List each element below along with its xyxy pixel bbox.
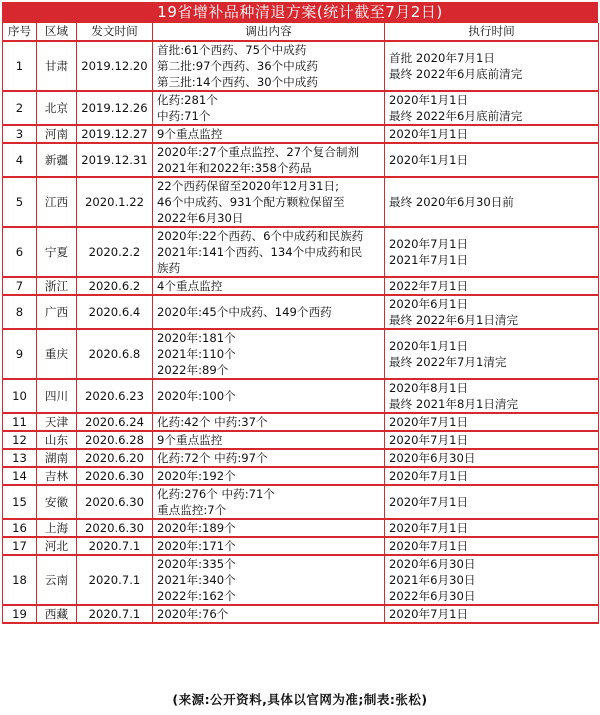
row-content bbox=[153, 379, 385, 413]
table-row bbox=[3, 537, 599, 555]
content-line: 中药:71个 bbox=[157, 109, 211, 123]
header-seq: 序号 bbox=[3, 23, 37, 41]
table-row bbox=[3, 143, 599, 177]
exec-line: 2020年1月1日 bbox=[389, 153, 469, 167]
row-exec bbox=[385, 519, 599, 537]
header-content: 调出内容 bbox=[153, 23, 385, 41]
row-date: 2020.2.2 bbox=[77, 227, 153, 277]
exec-line: 2020年7月1日 bbox=[389, 521, 469, 535]
row-area: 河南 bbox=[37, 125, 77, 143]
row-seq: 7 bbox=[3, 277, 37, 295]
row-seq: 15 bbox=[3, 485, 37, 519]
row-content bbox=[153, 227, 385, 277]
row-date: 2020.7.1 bbox=[77, 537, 153, 555]
header-exec: 执行时间 bbox=[385, 23, 599, 41]
content-line: 2020年:27个重点监控、27个复合制剂 bbox=[157, 145, 360, 159]
content-line: 2020年:171个 bbox=[157, 539, 236, 553]
exec-line: 2020年7月1日 bbox=[389, 539, 469, 553]
content-line: 重点监控:7个 bbox=[157, 503, 227, 517]
exec-line: 最终 2022年6月底前清完 bbox=[389, 67, 523, 81]
content-line: 2020年:22个西药、6个中成药和民族药 bbox=[157, 229, 364, 243]
content-line: 2020年:192个 bbox=[157, 469, 236, 483]
exec-line: 2021年6月30日 bbox=[389, 573, 476, 587]
row-content bbox=[153, 555, 385, 605]
row-area: 天津 bbox=[37, 413, 77, 431]
row-content bbox=[153, 143, 385, 177]
row-date: 2020.7.1 bbox=[77, 605, 153, 623]
table-row bbox=[3, 277, 599, 295]
exec-line: 2020年7月1日 bbox=[389, 433, 469, 447]
row-seq: 10 bbox=[3, 379, 37, 413]
row-area: 北京 bbox=[37, 91, 77, 125]
row-date: 2020.1.22 bbox=[77, 177, 153, 227]
row-date: 2020.6.2 bbox=[77, 277, 153, 295]
table-row bbox=[3, 555, 599, 605]
row-area: 山东 bbox=[37, 431, 77, 449]
row-exec bbox=[385, 143, 599, 177]
row-seq: 17 bbox=[3, 537, 37, 555]
row-area: 甘肃 bbox=[37, 41, 77, 91]
content-line: 2021年:110个 bbox=[157, 347, 236, 361]
row-exec bbox=[385, 467, 599, 485]
table-row bbox=[3, 431, 599, 449]
data-table bbox=[2, 23, 599, 624]
content-line: 9个重点监控 bbox=[157, 433, 223, 447]
row-seq: 3 bbox=[3, 125, 37, 143]
row-area: 吉林 bbox=[37, 467, 77, 485]
row-exec bbox=[385, 413, 599, 431]
table-row bbox=[3, 295, 599, 329]
row-date: 2020.6.8 bbox=[77, 329, 153, 379]
content-line: 22个西药保留至2020年12月31日; bbox=[157, 179, 340, 193]
exec-line: 2020年6月30日 bbox=[389, 451, 476, 465]
exec-line: 2020年8月1日 bbox=[389, 381, 469, 395]
row-seq: 14 bbox=[3, 467, 37, 485]
row-date: 2020.6.4 bbox=[77, 295, 153, 329]
row-seq: 11 bbox=[3, 413, 37, 431]
row-date: 2020.6.30 bbox=[77, 519, 153, 537]
row-area: 河北 bbox=[37, 537, 77, 555]
row-content bbox=[153, 467, 385, 485]
row-area: 四川 bbox=[37, 379, 77, 413]
row-date: 2020.6.30 bbox=[77, 485, 153, 519]
row-exec bbox=[385, 177, 599, 227]
row-exec bbox=[385, 125, 599, 143]
content-line: 2020年:100个 bbox=[157, 389, 236, 403]
row-exec bbox=[385, 227, 599, 277]
row-date: 2019.12.27 bbox=[77, 125, 153, 143]
row-exec bbox=[385, 431, 599, 449]
exec-line: 2020年1月1日 bbox=[389, 127, 469, 141]
table-row bbox=[3, 519, 599, 537]
row-seq: 6 bbox=[3, 227, 37, 277]
row-exec bbox=[385, 295, 599, 329]
row-seq: 5 bbox=[3, 177, 37, 227]
row-date: 2020.6.24 bbox=[77, 413, 153, 431]
row-exec bbox=[385, 449, 599, 467]
content-line: 2022年:89个 bbox=[157, 363, 229, 377]
row-exec bbox=[385, 277, 599, 295]
row-date: 2020.7.1 bbox=[77, 555, 153, 605]
table-row bbox=[3, 125, 599, 143]
row-exec bbox=[385, 41, 599, 91]
header-row bbox=[3, 23, 599, 41]
table-row bbox=[3, 605, 599, 623]
row-area: 宁夏 bbox=[37, 227, 77, 277]
row-seq: 1 bbox=[3, 41, 37, 91]
row-area: 新疆 bbox=[37, 143, 77, 177]
content-line: 9个重点监控 bbox=[157, 127, 223, 141]
content-line: 2021年:340个 bbox=[157, 573, 236, 587]
row-seq: 18 bbox=[3, 555, 37, 605]
exec-line: 2020年7月1日 bbox=[389, 469, 469, 483]
row-exec bbox=[385, 537, 599, 555]
row-seq: 12 bbox=[3, 431, 37, 449]
row-exec bbox=[385, 91, 599, 125]
row-seq: 2 bbox=[3, 91, 37, 125]
content-line: 2021年和2022年:358个药品 bbox=[157, 161, 312, 175]
content-line: 2020年:76个 bbox=[157, 607, 229, 621]
table-row bbox=[3, 41, 599, 91]
row-content bbox=[153, 537, 385, 555]
row-content bbox=[153, 329, 385, 379]
content-line: 第二批:97个西药、36个中成药 bbox=[157, 59, 318, 73]
table-row bbox=[3, 413, 599, 431]
exec-line: 最终 2022年6月底前清完 bbox=[389, 109, 523, 123]
row-seq: 16 bbox=[3, 519, 37, 537]
table-row bbox=[3, 379, 599, 413]
table-row bbox=[3, 177, 599, 227]
row-area: 湖南 bbox=[37, 449, 77, 467]
row-area: 上海 bbox=[37, 519, 77, 537]
row-content bbox=[153, 41, 385, 91]
row-content bbox=[153, 485, 385, 519]
row-area: 浙江 bbox=[37, 277, 77, 295]
row-content bbox=[153, 519, 385, 537]
row-area: 江西 bbox=[37, 177, 77, 227]
exec-line: 最终 2020年6月30日前 bbox=[389, 195, 514, 209]
row-date: 2020.6.28 bbox=[77, 431, 153, 449]
row-content bbox=[153, 605, 385, 623]
content-line: 2021年:141个西药、134个中成药和民 bbox=[157, 245, 363, 259]
exec-line: 2022年7月1日 bbox=[389, 279, 469, 293]
exec-line: 2020年7月1日 bbox=[389, 237, 469, 251]
table-row bbox=[3, 449, 599, 467]
exec-line: 2020年1月1日 bbox=[389, 93, 469, 107]
table-title: 19省增补品种清退方案(统计截至7月2日) bbox=[2, 2, 598, 23]
row-exec bbox=[385, 605, 599, 623]
row-seq: 13 bbox=[3, 449, 37, 467]
row-date: 2019.12.31 bbox=[77, 143, 153, 177]
content-line: 2020年:45个中成药、149个西药 bbox=[157, 305, 332, 319]
exec-line: 2021年7月1日 bbox=[389, 253, 469, 267]
content-line: 首批:61个西药、75个中成药 bbox=[157, 43, 307, 57]
content-line: 化药:72个 中药:97个 bbox=[157, 451, 268, 465]
row-seq: 8 bbox=[3, 295, 37, 329]
table-row bbox=[3, 91, 599, 125]
content-line: 第三批:14个西药、30个中成药 bbox=[157, 75, 318, 89]
exec-line: 2020年7月1日 bbox=[389, 607, 469, 621]
row-exec bbox=[385, 485, 599, 519]
exec-line: 首批 2020年7月1日 bbox=[389, 51, 495, 65]
exec-line: 2020年7月1日 bbox=[389, 415, 469, 429]
row-date: 2020.6.30 bbox=[77, 467, 153, 485]
table-row bbox=[3, 329, 599, 379]
row-date: 2019.12.20 bbox=[77, 41, 153, 91]
content-line: 2020年:335个 bbox=[157, 557, 236, 571]
row-content bbox=[153, 413, 385, 431]
content-line: 4个重点监控 bbox=[157, 279, 223, 293]
row-date: 2020.6.20 bbox=[77, 449, 153, 467]
table-panel bbox=[2, 2, 598, 624]
content-line: 化药:276个 中药:71个 bbox=[157, 487, 275, 501]
row-content bbox=[153, 449, 385, 467]
row-area: 云南 bbox=[37, 555, 77, 605]
content-line: 2020年:189个 bbox=[157, 521, 236, 535]
row-seq: 19 bbox=[3, 605, 37, 623]
content-line: 2022年:162个 bbox=[157, 589, 236, 603]
row-content bbox=[153, 295, 385, 329]
exec-line: 最终 2022年6月1日清完 bbox=[389, 313, 519, 327]
exec-line: 2020年7月1日 bbox=[389, 495, 469, 509]
exec-line: 2020年6月30日 bbox=[389, 557, 476, 571]
exec-line: 最终 2021年8月1日清完 bbox=[389, 397, 519, 411]
content-line: 化药:281个 bbox=[157, 93, 218, 107]
row-content bbox=[153, 91, 385, 125]
row-date: 2020.6.23 bbox=[77, 379, 153, 413]
row-exec bbox=[385, 555, 599, 605]
table-row bbox=[3, 485, 599, 519]
row-content bbox=[153, 125, 385, 143]
row-content bbox=[153, 431, 385, 449]
header-area: 区域 bbox=[37, 23, 77, 41]
row-area: 安徽 bbox=[37, 485, 77, 519]
row-exec bbox=[385, 329, 599, 379]
row-exec bbox=[385, 379, 599, 413]
exec-line: 2020年1月1日 bbox=[389, 339, 469, 353]
content-line: 2022年6月30日 bbox=[157, 211, 244, 225]
table-row bbox=[3, 467, 599, 485]
row-area: 广西 bbox=[37, 295, 77, 329]
exec-line: 最终 2022年7月1清完 bbox=[389, 355, 507, 369]
row-date: 2019.12.26 bbox=[77, 91, 153, 125]
row-seq: 9 bbox=[3, 329, 37, 379]
content-line: 2020年:181个 bbox=[157, 331, 236, 345]
row-content bbox=[153, 277, 385, 295]
row-area: 重庆 bbox=[37, 329, 77, 379]
row-content bbox=[153, 177, 385, 227]
content-line: 族药 bbox=[157, 261, 181, 275]
source-footer: (来源:公开资料,具体以官网为准;制表:张松) bbox=[172, 692, 428, 707]
row-seq: 4 bbox=[3, 143, 37, 177]
content-line: 46个中成药、931个配方颗粒保留至 bbox=[157, 195, 345, 209]
row-area: 西藏 bbox=[37, 605, 77, 623]
exec-line: 2020年6月1日 bbox=[389, 297, 469, 311]
content-line: 化药:42个 中药:37个 bbox=[157, 415, 268, 429]
header-date: 发文时间 bbox=[77, 23, 153, 41]
exec-line: 2022年6月30日 bbox=[389, 589, 476, 603]
table-row bbox=[3, 227, 599, 277]
